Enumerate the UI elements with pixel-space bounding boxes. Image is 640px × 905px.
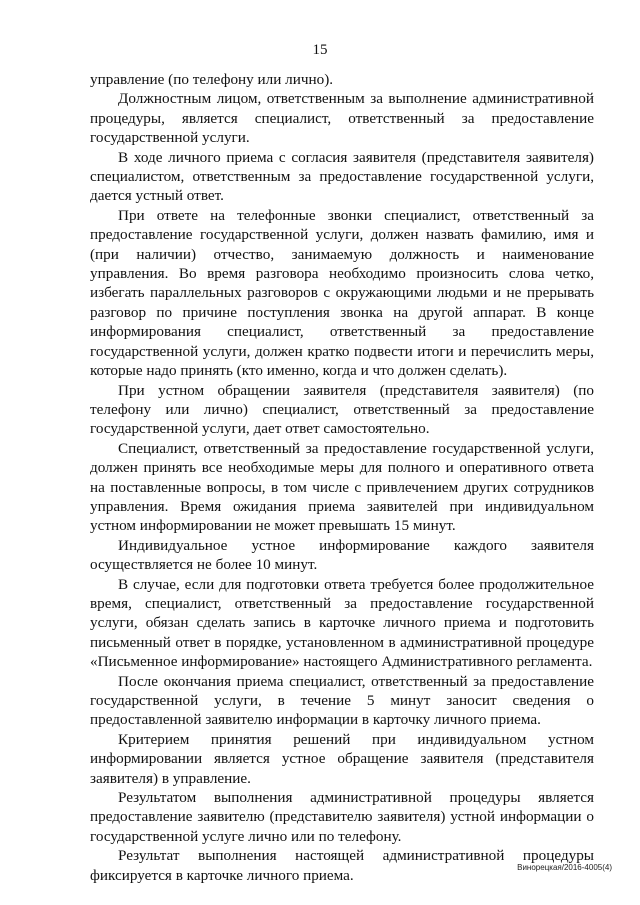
page-number: 15 — [312, 42, 328, 58]
document-body — [90, 70, 594, 885]
paragraph-result-recording: Результат выполнения настоящей административной процедуры фиксируется в карточке личного приема. — [90, 847, 594, 884]
paragraph-individual-informing: Индивидуальное устное информирование каждого заявителя осуществляется не более 10 минут. — [90, 536, 594, 574]
paragraph-phone-calls: При ответе на телефонные звонки специалист, ответственный за предоставление государственной услуги, должен назвать фамилию, имя и (при наличии) отчество, занимаемую должность и наименование управления. Во время разговора необходимо произносить слова четко, избегать параллельных разговоров с окружающими людьми и не прерывать разговор по причине поступления звонка на другой аппарат. В конце информирования специалист, ответственный за предоставление государственной услуги, должен кратко подвести итоги и перечислить меры, которые надо принять (кто именно, когда и что должен сделать). — [90, 206, 594, 380]
paragraph-specialist-measures: Специалист, ответственный за предоставление государственной услуги, должен принять все необходимые меры для полного и оперативного ответа на поставленные вопросы, в том числе с привлечением других сотрудников управления. Время ожидания приема заявителей при индивидуальном устном информировании не может превышать 15 минут. — [90, 439, 594, 535]
document-registration-code: Винорецкая/2016-4005(4) — [517, 863, 612, 872]
paragraph-continued: управление (по телефону или лично). — [90, 71, 334, 88]
paragraph-responsible-official: Должностным лицом, ответственным за выполнение административной процедуры, является специалист, ответственный за предоставление государственной услуги. — [90, 90, 594, 147]
paragraph-after-reception: После окончания приема специалист, ответственный за предоставление государственной услуги, в течение 5 минут заносит сведения о предоставленной заявителю информации в карточку личного приема. — [90, 672, 594, 729]
paragraph-procedure-result: Результатом выполнения административной процедуры является предоставление заявителю (представителю заявителя) устной информации о государственной услуге лично или по телефону. — [90, 789, 594, 845]
paragraph-longer-preparation: В случае, если для подготовки ответа требуется более продолжительное время, специалист, ответственный за предоставление государственной услуги, обязан сделать запись в карточке личного приема и подготовить письменный ответ в порядке, установленном в административной процедуре «Письменное информирование» настоящего Административного регламента. — [90, 575, 594, 671]
paragraph-oral-request: При устном обращении заявителя (представителя заявителя) (по телефону или лично) специалист, ответственный за предоставление государственной услуги, дает ответ самостоятельно. — [90, 381, 594, 438]
paragraph-decision-criterion: Критерием принятия решений при индивидуальном устном информировании является устное обращение заявителя (представителя заявителя) в управление. — [90, 730, 594, 787]
paragraph-personal-reception: В ходе личного приема с согласия заявителя (представителя заявителя) специалистом, ответственным за предоставление государственной услуги, дается устный ответ. — [90, 148, 594, 205]
